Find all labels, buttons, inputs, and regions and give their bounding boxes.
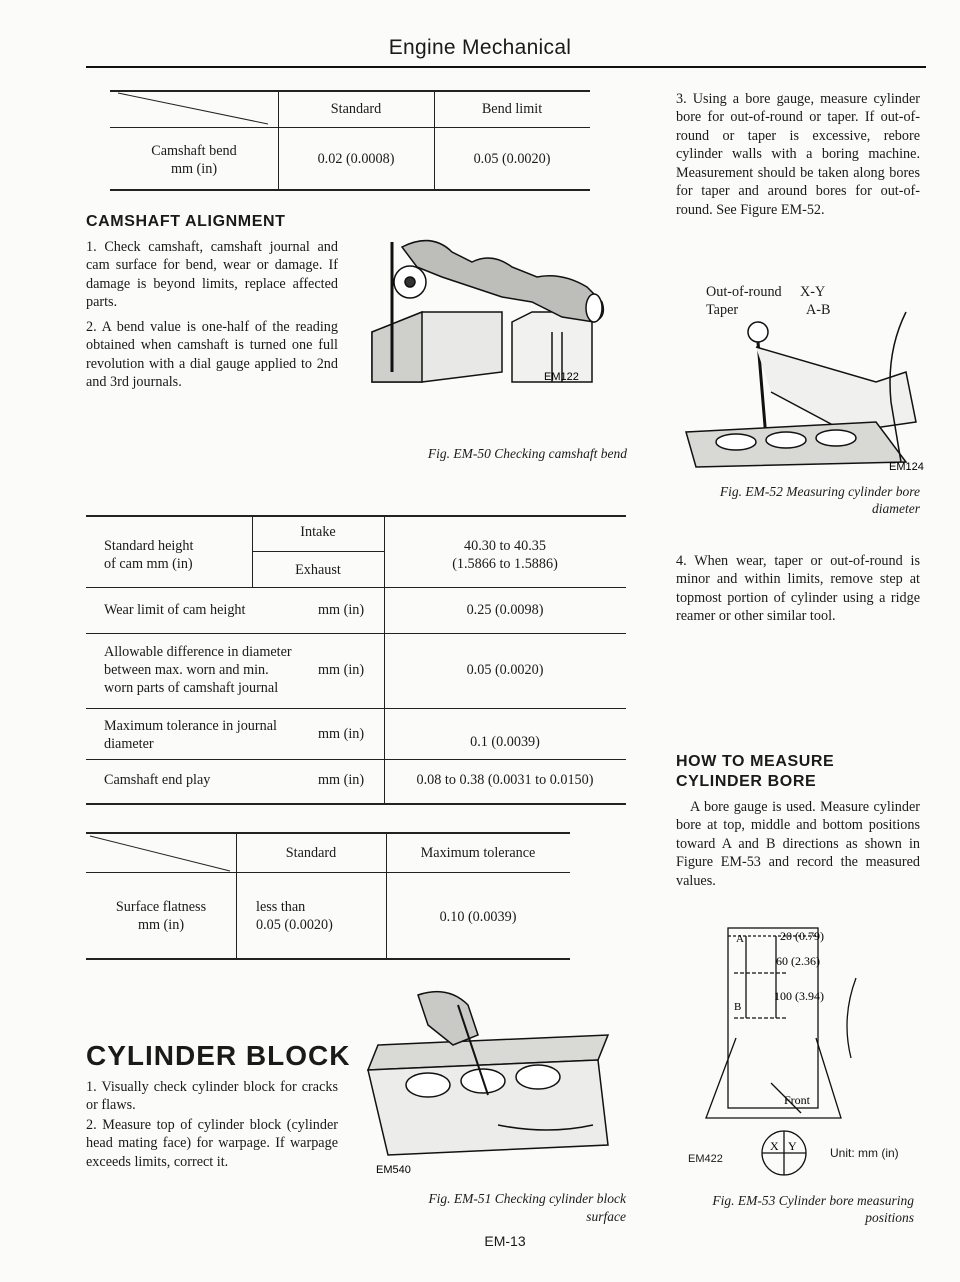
fig53-label-front: Front <box>784 1093 811 1107</box>
section-heading-camshaft-alignment: CAMSHAFT ALIGNMENT <box>86 213 286 230</box>
surface-flatness-table <box>86 832 570 960</box>
col-header-standard: Standard <box>330 101 382 117</box>
value-max-tolerance: 0.10 (0.0039) <box>439 909 517 925</box>
fig51-caption-line1: Fig. EM-51 Checking cylinder block <box>428 1191 626 1206</box>
col-header-bend-limit: Bend limit <box>481 101 543 117</box>
camshaft-bend-illustration <box>362 222 622 402</box>
paragraph-step4: 4. When wear, taper or out-of-round is minor and within limits, remove step at topmost portion of cylinder using a ridge reamer or other similar tool. <box>676 553 920 625</box>
section-heading-how-to-measure-1: HOW TO MEASURE <box>676 753 835 770</box>
paragraph-cb-step2: 2. Measure top of cylinder block (cylinder head mating face) for warpage. If warpage exceeds limits, correct it. <box>86 1117 338 1170</box>
cam-specs-table <box>86 515 626 805</box>
label-taper: Taper <box>706 302 739 318</box>
fig53-unit: Unit: mm (in) <box>830 1146 899 1160</box>
label-standard-height: Standard height <box>104 538 194 554</box>
row-label-unit: mm (in) <box>137 917 185 933</box>
label-exhaust: Exhaust <box>295 562 341 578</box>
label-allowable-2: between max. worn and min. <box>104 662 269 678</box>
fig53-dim-mid: 60 (2.36) <box>776 954 820 968</box>
label-standard-height-unit: of cam mm (in) <box>104 556 193 572</box>
label-allowable-3: worn parts of camshaft journal <box>104 680 279 696</box>
label-max-tol-1: Maximum tolerance in journal <box>104 718 277 734</box>
fig53-dim-top: 20 (0.79) <box>780 929 824 943</box>
value-max-tol: 0.1 (0.0039) <box>470 734 540 750</box>
fig51-caption-line2: surface <box>586 1209 626 1224</box>
page-header-title: Engine Mechanical <box>388 36 572 59</box>
fig50-caption: Fig. EM-50 Checking camshaft bend <box>427 446 627 461</box>
fig51-code: EM540 <box>376 1164 411 1176</box>
value-allowable: 0.05 (0.0020) <box>466 662 544 678</box>
unit-allowable: mm (in) <box>318 662 365 678</box>
cylinder-block-surface-illustration <box>358 985 628 1175</box>
label-allowable-1: Allowable difference in diameter <box>104 644 292 660</box>
value-wear-limit: 0.25 (0.0098) <box>466 602 544 618</box>
header-rule <box>86 66 926 68</box>
table-diagonal-corner <box>90 835 240 875</box>
value-standard-line2: 0.05 (0.0020) <box>256 917 333 933</box>
fig53-label-x: X <box>770 1139 779 1153</box>
table-diagonal-corner <box>118 92 288 127</box>
fig53-label-y: Y <box>788 1139 797 1153</box>
unit-end-play: mm (in) <box>318 772 365 788</box>
value-out-of-round: X-Y <box>800 284 826 300</box>
label-intake: Intake <box>300 524 336 540</box>
cylinder-bore-positions-diagram <box>676 918 936 1168</box>
value-standard: 0.02 (0.0008) <box>317 151 395 167</box>
fig53-dim-bottom: 100 (3.94) <box>774 989 824 1003</box>
value-cam-height-in: (1.5866 to 1.5886) <box>452 556 558 572</box>
value-bend-limit: 0.05 (0.0020) <box>473 151 551 167</box>
col-header-standard: Standard <box>285 845 337 861</box>
label-out-of-round: Out-of-round <box>706 284 782 300</box>
col-header-max-tolerance: Maximum tolerance <box>420 845 536 861</box>
bore-gauge-illustration <box>676 312 946 482</box>
fig53-label-b: B <box>734 1001 742 1013</box>
label-end-play: Camshaft end play <box>104 772 211 788</box>
value-standard-line1: less than <box>256 899 306 915</box>
paragraph-step1: 1. Check camshaft, camshaft journal and cam surface for bend, wear or damage. If damage is beyond limits, replace affected parts. <box>86 239 338 311</box>
section-heading-how-to-measure-2: CYLINDER BORE <box>676 773 817 790</box>
camshaft-bend-table <box>110 90 590 190</box>
row-label-surface-flatness: Surface flatness <box>115 899 207 915</box>
fig52-code: EM124 <box>889 461 924 473</box>
unit-wear-limit: mm (in) <box>318 602 365 618</box>
value-end-play: 0.08 to 0.38 (0.0031 to 0.0150) <box>416 772 594 788</box>
fig53-code: EM422 <box>688 1153 723 1165</box>
label-max-tol-2: diameter <box>104 736 154 752</box>
fig53-caption-line1: Fig. EM-53 Cylinder bore measuring <box>712 1193 914 1208</box>
fig52-caption-line2: diameter <box>872 501 920 516</box>
value-taper: A-B <box>806 302 831 318</box>
unit-max-tol: mm (in) <box>318 726 365 742</box>
page-number: EM-13 <box>484 1233 526 1249</box>
fig53-caption-line2: positions <box>865 1210 914 1225</box>
row-label-unit: mm (in) <box>170 161 218 177</box>
section-heading-cylinder-block: CYLINDER BLOCK <box>86 1040 351 1071</box>
row-label-camshaft-bend: Camshaft bend <box>151 143 237 159</box>
paragraph-cb-step1: 1. Visually check cylinder block for cracks or flaws. <box>86 1079 338 1114</box>
fig53-label-a: A <box>736 933 744 945</box>
paragraph-step3: 3. Using a bore gauge, measure cylinder bore for out-of-round or taper. If out-of-round or taper is excessive, rebore cylinder walls with a boring machine. Measurement should be taken along bores for taper and around bores for out-of-round. See Figure EM-52. <box>676 91 920 218</box>
paragraph-how-to-measure: A bore gauge is used. Measure cylinder bore at top, middle and bottom positions toward A and B directions as shown in Figure EM-53 and record the measured values. <box>676 799 920 889</box>
fig50-code: EM122 <box>544 371 579 383</box>
label-wear-limit: Wear limit of cam height <box>104 602 246 618</box>
value-cam-height: 40.30 to 40.35 <box>464 538 546 554</box>
paragraph-step2: 2. A bend value is one-half of the reading obtained when camshaft is turned one full revolution with a dial gauge applied to 2nd and 3rd journals. <box>86 319 338 391</box>
fig52-caption-line1: Fig. EM-52 Measuring cylinder bore <box>719 484 920 499</box>
